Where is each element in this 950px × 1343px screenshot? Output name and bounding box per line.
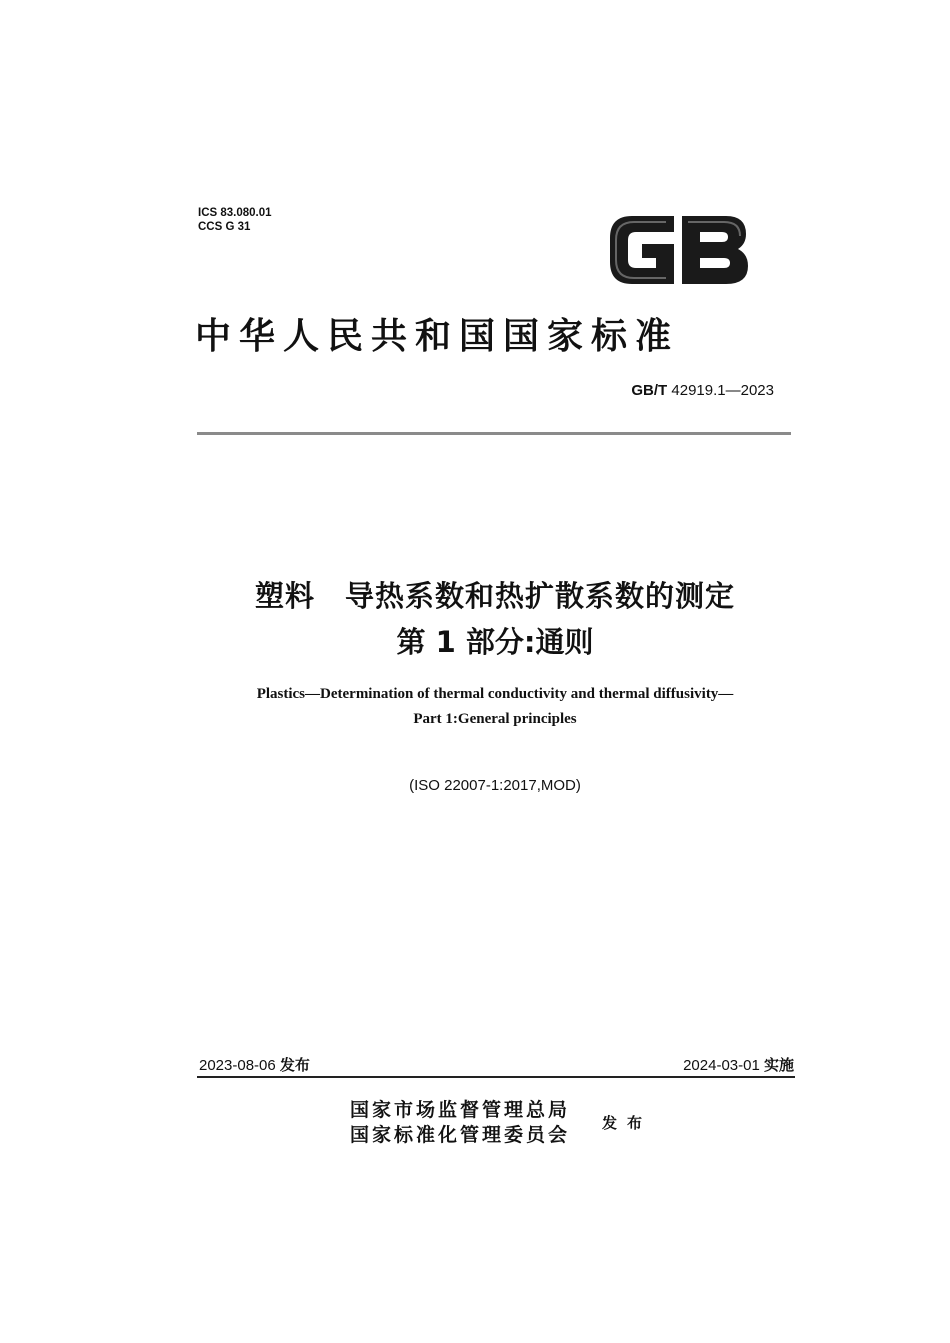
english-title-line-1: Plastics—Determination of thermal conductivity and thermal diffusivity— [256,686,734,702]
publish-label: 发布 [602,1114,653,1132]
national-standard-title: 中华人民共和国国家标准 [195,315,680,357]
header-divider [197,432,791,435]
issue-label: 发布 [279,1056,310,1074]
implementation-date: 2024-03-01 [683,1057,760,1074]
authority-2: 国家标准化管理委员会 [350,1124,571,1146]
implementation-date-line [560,1054,794,1075]
issue-date-line [199,1054,310,1075]
chinese-title-line-2: 第 1 部分:通则 [396,625,594,659]
chinese-title-line-1: 塑料 导热系数和热扩散系数的测定 [254,579,735,613]
english-title-line-2: Part 1:General principles [413,711,577,727]
iso-reference: (ISO 22007-1:2017,MOD) [409,777,581,794]
ics-code: ICS 83.080.01 [198,207,272,219]
standard-code: 42919.1—2023 [671,382,774,399]
implementation-label: 实施 [763,1056,794,1074]
ccs-code: CCS G 31 [198,221,251,233]
standard-number [560,382,774,399]
standard-prefix: GB/T [631,382,668,399]
gb-logo [604,208,752,290]
classification-codes [198,206,272,234]
footer-divider [197,1076,795,1078]
issue-date: 2023-08-06 [199,1057,276,1074]
issuing-authorities [350,1098,570,1148]
authority-1: 国家市场监督管理总局 [350,1099,571,1121]
